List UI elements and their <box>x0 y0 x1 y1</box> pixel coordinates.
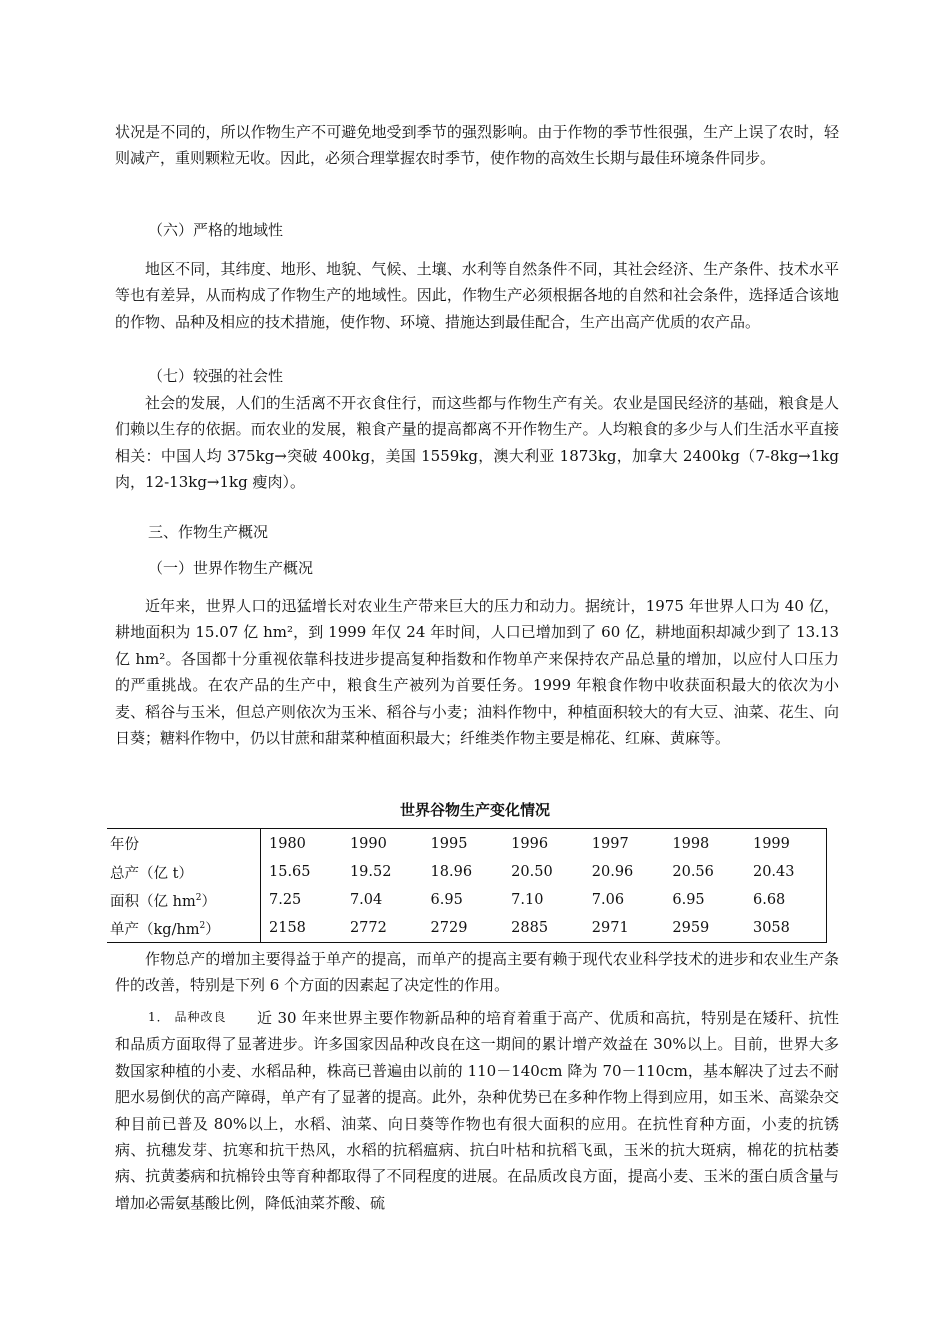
table-cell: 6.95 <box>672 892 705 908</box>
table-cell: 6.68 <box>745 886 827 914</box>
table-year-cell: 1996 <box>503 829 584 859</box>
table-cell: 6.95 <box>430 892 463 908</box>
table-cell: 20.43 <box>745 858 827 886</box>
paragraph-world-production: 近年来，世界人口的迅猛增长对农业生产带来巨大的压力和动力。据统计，1975 年世界人口为 40 亿，耕地面积为 15.07 亿 hm²，到 1999 年仅 24 年时间，人口已增加到了 60 亿，耕地面积却减少到了 13.13 亿 hm²。各国都十分重视依靠科技进步提高复种指数和作物单产来保持农产品总量的增加，以应付人口压力的严重挑战。在农产品的生产中，粮食生产被列为首要任务。1999 年粮食作物中收获面积最大的依次为小麦、稻谷与玉米，但总产则依次为玉米、稻谷与小麦；油料作物中，种植面积较大的有大豆、油菜、花生、向日葵；糖料作物中，仍以甘蔗和甜菜种植面积最大；纤维类作物主要是棉花、红麻、黄麻等。 <box>115 597 839 748</box>
world-grain-table <box>107 828 827 943</box>
table-year-cell: 1995 <box>423 829 504 859</box>
table-cell: 7.10 <box>511 892 544 908</box>
row-label-area <box>107 886 261 914</box>
table-year-cell: 1990 <box>342 829 423 859</box>
table-cell: 2959 <box>664 914 745 943</box>
row-label-yield <box>107 914 261 943</box>
table-header-label: 年份 <box>107 829 261 859</box>
row-label-yield-text: 单产（kg/hm <box>110 921 200 938</box>
table-cell: 19.52 <box>349 864 392 880</box>
heading-world-crop-production: （一）世界作物生产概况 <box>148 559 314 577</box>
heading-regionality: （六）严格的地域性 <box>148 221 284 239</box>
table-cell: 7.25 <box>269 892 302 908</box>
table-cell: 2772 <box>342 914 423 943</box>
table-cell: 2885 <box>503 914 584 943</box>
table-year-cell: 1999 <box>745 829 827 859</box>
table-cell: 2729 <box>423 914 504 943</box>
row-label-yield-sup: 2 <box>199 920 206 931</box>
table-cell: 18.96 <box>430 864 473 880</box>
table-cell: 15.65 <box>269 864 311 880</box>
paragraph-variety-improvement: 近 30 年来世界主要作物新品种的培育着重于高产、优质和高抗，特别是在矮秆、抗性和品质方面取得了显著进步。许多国家因品种改良在这一期间的累计增产效益在 30%以上。目前，世界大多数国家种植的小麦、水稻品种，株高已普遍由以前的 110－140cm 降为 70－110cm，基本解决了过去不耐肥水易倒伏的高产障碍，单产有了显著的提高。此外，杂种优势已在多种作物上得到应用，如玉米、高粱杂交种目前已普及 80%以上，水稻、油菜、向日葵等作物也有很大面积的应用。在抗性育种方面，小麦的抗锈病、抗穗发芽、抗寒和抗干热风，水稻的抗稻瘟病、抗白叶枯和抗稻飞虱，玉米的抗大斑病，棉花的抗枯萎病、抗黄萎病和抗棉铃虫等育种都取得了不同程度的进展。在品质改良方面，提高小麦、玉米的蛋白质含量与增加必需氨基酸比例，降低油菜芥酸、硫 <box>115 1009 839 1212</box>
table-caption: 世界谷物生产变化情况 <box>399 801 550 819</box>
paragraph-sociality: 社会的发展，人们的生活离不开衣食住行，而这些都与作物生产有关。农业是国民经济的基础，粮食是人们赖以生存的依据。而农业的发展，粮食产量的提高都离不开作物生产。人均粮食的多少与人们生活水平直接相关：中国人均 375kg→突破 400kg，美国 1559kg，澳大利亚 1873kg，加拿大 2400kg（7-8kg→1kg 肉，12-13kg→1kg 瘦肉）。 <box>115 394 839 492</box>
paragraph-regionality: 地区不同，其纬度、地形、地貌、气候、土壤、水利等自然条件不同，其社会经济、生产条件、技术水平等也有差异，从而构成了作物生产的地域性。因此，作物生产必须根据各地的自然和社会条件，选择适合该地的作物、品种及相应的技术措施，使作物、环境、措施达到最佳配合，生产出高产优质的农产品。 <box>115 260 839 331</box>
table-year-cell: 1997 <box>584 829 665 859</box>
table-row-total-output <box>107 858 827 886</box>
row-label-area-tail: ） <box>201 893 216 910</box>
paragraph-yield-factors: 作物总产的增加主要得益于单产的提高，而单产的提高主要有赖于现代农业科学技术的进步和农业生产条件的改善，特别是下列 6 个方面的因素起了决定性的作用。 <box>115 950 839 995</box>
table-cell: 20.50 <box>511 864 553 880</box>
table-row-area <box>107 886 827 914</box>
table-cell: 2971 <box>584 914 665 943</box>
table-row-yield <box>107 914 827 943</box>
table-cell: 7.06 <box>591 892 625 908</box>
row-label-yield-tail: ） <box>205 921 220 938</box>
heading-crop-production-overview: 三、作物生产概况 <box>148 523 269 541</box>
table-year-cell: 1998 <box>664 829 745 859</box>
row-label-total-output: 总产（亿 t） <box>107 858 261 886</box>
row-label-area-text: 面积（亿 hm <box>110 893 196 910</box>
table-cell: 20.56 <box>672 864 714 880</box>
table-header-row <box>107 829 827 859</box>
heading-sociality: （七）较强的社会性 <box>148 367 284 385</box>
row-label-area-sup: 2 <box>195 892 202 903</box>
item-number-variety-improvement: 1． 品种改良 <box>148 1010 227 1024</box>
table-year-cell: 1980 <box>261 829 342 859</box>
table-cell: 2158 <box>261 914 342 943</box>
table-cell: 3058 <box>745 914 827 943</box>
paragraph-seasonality-end: 状况是不同的，所以作物生产不可避免地受到季节的强烈影响。由于作物的季节性很强，生产上误了农时，轻则减产，重则颗粒无收。因此，必须合理掌握农时季节，使作物的高效生长期与最佳环境条件同步。 <box>115 123 839 168</box>
table-cell: 7.04 <box>349 892 383 908</box>
table-cell: 20.96 <box>591 864 634 880</box>
